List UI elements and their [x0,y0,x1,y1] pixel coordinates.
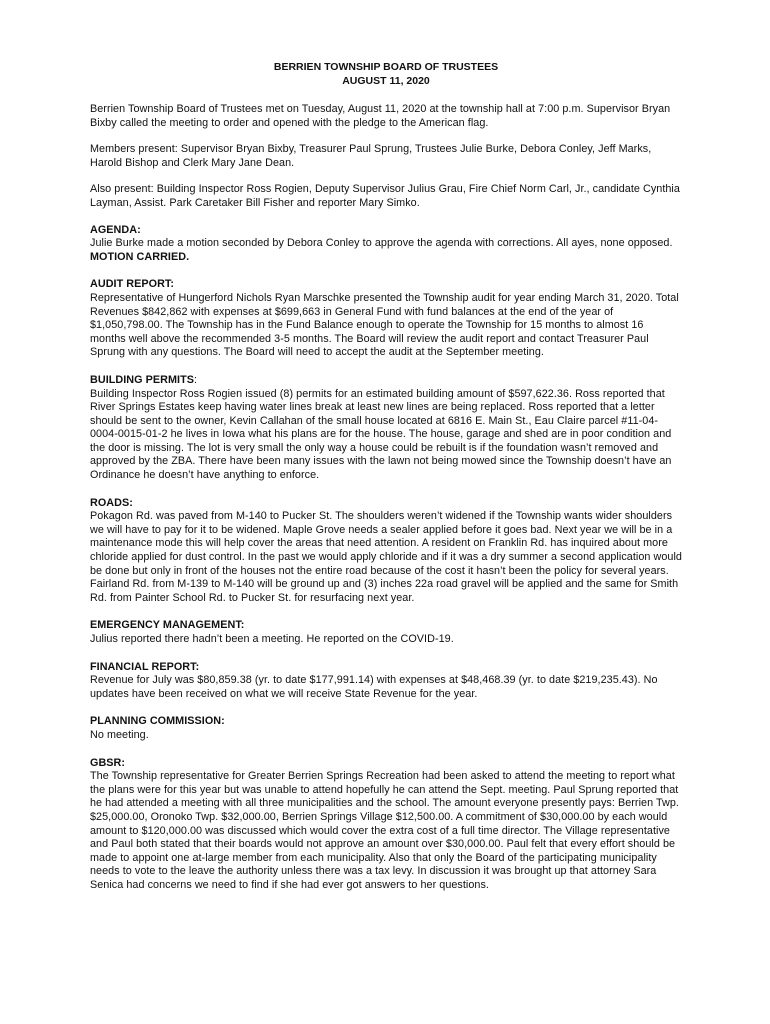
meeting-date: AUGUST 11, 2020 [342,75,430,87]
building-permits-heading: BUILDING PERMITS [90,373,194,386]
gbsr-text: The Township representative for Greater Berrien Springs Recreation had been asked to attend the meeting to report what the plans were for this year but was unable to attend hopefully he can attend the Sept. meeting. Paul Sprung reported that he had attended a meeting with all three municipalities and the school. The amount everyone presently pays: Berrien Twp. $25,000.00, Oronoko Twp. $32,000.00, Berrien Springs Village $12,500.00. A commitment of $30,000.00 by each would amount to $120,000.00 was discussed which would cover the extra cost of a full time director. The Village representative and Paul both stated that their boards would not approve an amount over $30,000.00. Paul felt that every effort should be made to appoint one at-large member from each municipality. Also that only the Board of the participating municipality needs to vote to the leave the authority unless there was a tax levy. In discussion it was brought up that attorney Sara Senica had concerns we need to find if she had ever got answers to her questions. [90,770,679,891]
roads-text: Pokagon Rd. was paved from M-140 to Pucker St. The shoulders weren’t widened if the Township wants wider shoulders we will have to pay for it to be widened. Maple Grove needs a sealer applied before it goes bad. Next year we will be in a maintenance mode this will help cover the areas that need attention. A resident on Franklin Rd. has inquired about more chloride applied for dust control. In the past we would apply chloride and if it was a dry summer a second application would be done but only in front of the houses not the entire road because of the cost it hasn’t been the policy for several years. Fairland Rd. from M-139 to M-140 will be ground up and (3) inches 22a road gravel will be applied and the same for Smith Rd. from Painter School Rd. to Pucker St. for resurfacing next year. [90,510,682,604]
emergency-management-section [90,619,682,646]
agenda-heading: AGENDA: [90,223,141,236]
building-permits-text: Building Inspector Ross Rogien issued (8) permits for an estimated building amount of $597,622.36. Ross reported that River Springs Estates keep having water lines break at least new lines are being replaced. Ross reported that a letter should be sent to the owner, Kevin Callahan of the small house located at 6816 E. Main St., Eau Claire parcel #11-04-0004-0015-01-2 he lives in Iowa what his plans are for the house. The house, garage and shed are in poor condition and the door is missing. The lot is very small the only way a house could be rebuilt is if the foundation wasn’t removed and approved by the ZBA. There have been many issues with the lawn not being mowed since the Township doesn’t have an Ordinance he doesn’t have anything to enforce. [90,387,672,482]
document-title: BERRIEN TOWNSHIP BOARD OF TRUSTEES [273,61,499,73]
financial-report-section [90,661,682,702]
planning-commission-heading: PLANNING COMMISSION: [90,715,225,728]
building-permits-section [90,374,682,483]
gbsr-section [90,757,682,893]
financial-report-text: Revenue for July was $80,859.38 (yr. to date $177,991.14) with expenses at $48,468.39 (yr. to date $219,235.43). No updates have been received on what we will receive State Revenue for the year. [90,674,658,700]
emergency-management-heading: EMERGENCY MANAGEMENT: [90,619,245,632]
intro-paragraph: Berrien Township Board of Trustees met on Tuesday, August 11, 2020 at the township hall at 7:00 p.m. Supervisor Bryan Bixby called the meeting to order and opened with the pledge to the American flag. [90,103,671,129]
building-permits-heading-wrap [90,374,682,388]
building-permits-colon: : [193,373,198,386]
gbsr-heading: GBSR: [90,756,126,769]
motion-carried-label: MOTION CARRIED. [90,250,190,263]
financial-report-heading: FINANCIAL REPORT: [90,660,200,673]
planning-commission-text: No meeting. [90,728,149,741]
emergency-management-text: Julius reported there hadn’t been a meeting. He reported on the COVID-19. [90,633,454,645]
agenda-section [90,224,682,265]
members-present-paragraph: Members present: Supervisor Bryan Bixby, Treasurer Paul Sprung, Trustees Julie Burke, Debora Conley, Jeff Marks, Harold Bishop and Clerk Mary Jane Dean. [90,143,652,169]
agenda-text: Julie Burke made a motion seconded by Debora Conley to approve the agenda with corrections. All ayes, none opposed. [90,237,673,250]
audit-section [90,278,682,360]
planning-commission-section [90,715,682,742]
audit-heading: AUDIT REPORT: [90,278,175,291]
roads-heading: ROADS: [90,496,133,509]
also-present-paragraph: Also present: Building Inspector Ross Rogien, Deputy Supervisor Julius Grau, Fire Chief Norm Carl, Jr., candidate Cynthia Layman, Assist. Park Caretaker Bill Fisher and reporter Mary Simko. [90,183,680,209]
audit-text: Representative of Hungerford Nichols Ryan Marschke presented the Township audit for year ending March 31, 2020. Total Revenues $842,862 with expenses at $699,663 in General Fund with fund balances at the end of the year of $1,050,798.00. The Township has in the Fund Balance enough to operate the Township for 15 months to almost 16 months well above the recommended 3-5 months. The Board will review the audit report and contact Treasurer Paul Sprung with any questions. The Board will need to accept the audit at the September meeting. [90,291,679,359]
roads-section [90,497,682,606]
